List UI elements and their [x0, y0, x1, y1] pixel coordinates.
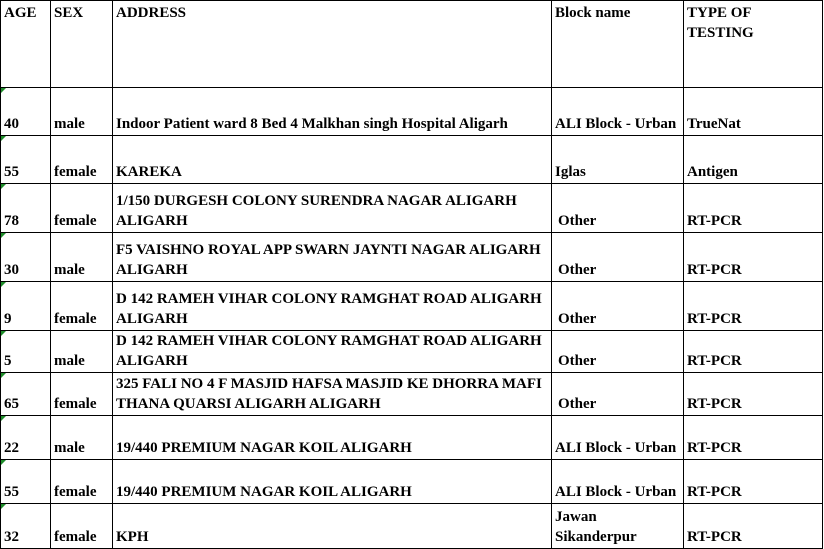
- cell-indicator-icon: [1, 88, 6, 93]
- cell-address[interactable]: 19/440 PREMIUM NAGAR KOIL ALIGARH: [113, 416, 552, 460]
- cell-sex[interactable]: female: [51, 136, 113, 184]
- cell-block[interactable]: Other: [552, 184, 684, 233]
- cell-block[interactable]: Jawan Sikanderpur: [552, 504, 684, 549]
- cell-address[interactable]: 1/150 DURGESH COLONY SURENDRA NAGAR ALIGARH ALIGARH: [113, 184, 552, 233]
- cell-address[interactable]: KPH: [113, 504, 552, 549]
- cell-address[interactable]: F5 VAISHNO ROYAL APP SWARN JAYNTI NAGAR ALIGARH ALIGARH: [113, 233, 552, 282]
- cell-age-text: 55: [4, 484, 19, 500]
- cell-sex[interactable]: female: [51, 373, 113, 416]
- cell-age[interactable]: [1, 331, 51, 373]
- cell-age-text: 40: [4, 116, 19, 132]
- cell-block[interactable]: Other: [552, 282, 684, 331]
- cell-age-text: 78: [4, 213, 19, 229]
- cell-address[interactable]: Indoor Patient ward 8 Bed 4 Malkhan singh Hospital Aligarh: [113, 88, 552, 136]
- cell-type[interactable]: RT-PCR: [684, 373, 823, 416]
- cell-type[interactable]: RT-PCR: [684, 504, 823, 549]
- cell-indicator-icon: [1, 136, 6, 141]
- table-row: [1, 416, 823, 460]
- cell-sex[interactable]: male: [51, 416, 113, 460]
- table-row: [1, 184, 823, 233]
- cell-age[interactable]: [1, 504, 51, 549]
- cell-type[interactable]: RT-PCR: [684, 331, 823, 373]
- cell-indicator-icon: [1, 233, 6, 238]
- table-row: [1, 460, 823, 504]
- header-address[interactable]: ADDRESS: [113, 1, 552, 88]
- cell-age[interactable]: [1, 233, 51, 282]
- cell-indicator-icon: [1, 504, 6, 509]
- cell-indicator-icon: [1, 416, 6, 421]
- cell-address[interactable]: 19/440 PREMIUM NAGAR KOIL ALIGARH: [113, 460, 552, 504]
- cell-type[interactable]: RT-PCR: [684, 233, 823, 282]
- cell-address[interactable]: KAREKA: [113, 136, 552, 184]
- cell-age-text: 22: [4, 440, 19, 456]
- header-block-name[interactable]: Block name: [552, 1, 684, 88]
- cell-age[interactable]: [1, 282, 51, 331]
- cell-address[interactable]: 325 FALI NO 4 F MASJID HAFSA MASJID KE DHORRA MAFI THANA QUARSI ALIGARH ALIGARH: [113, 373, 552, 416]
- cell-indicator-icon: [1, 373, 6, 378]
- header-type-of-testing[interactable]: TYPE OF TESTING: [684, 1, 823, 88]
- cell-address[interactable]: D 142 RAMEH VIHAR COLONY RAMGHAT ROAD ALIGARH ALIGARH: [113, 331, 552, 373]
- header-sex[interactable]: SEX: [51, 1, 113, 88]
- cell-age[interactable]: [1, 136, 51, 184]
- cell-indicator-icon: [1, 282, 6, 287]
- cell-block[interactable]: ALI Block - Urban: [552, 88, 684, 136]
- cell-type[interactable]: RT-PCR: [684, 184, 823, 233]
- cell-age[interactable]: [1, 184, 51, 233]
- table-row: [1, 373, 823, 416]
- cell-sex[interactable]: female: [51, 184, 113, 233]
- cell-address[interactable]: D 142 RAMEH VIHAR COLONY RAMGHAT ROAD ALIGARH ALIGARH: [113, 282, 552, 331]
- cell-sex[interactable]: male: [51, 233, 113, 282]
- cell-age[interactable]: [1, 416, 51, 460]
- cell-block[interactable]: ALI Block - Urban: [552, 416, 684, 460]
- cell-type[interactable]: RT-PCR: [684, 282, 823, 331]
- cell-type[interactable]: RT-PCR: [684, 460, 823, 504]
- cell-block[interactable]: Other: [552, 331, 684, 373]
- cell-age-text: 32: [4, 529, 19, 545]
- cell-indicator-icon: [1, 331, 6, 336]
- cell-block[interactable]: Other: [552, 373, 684, 416]
- cell-age[interactable]: [1, 88, 51, 136]
- table-row: [1, 136, 823, 184]
- table-row: [1, 233, 823, 282]
- cell-type[interactable]: RT-PCR: [684, 416, 823, 460]
- header-age[interactable]: AGE: [1, 1, 51, 88]
- cell-sex[interactable]: male: [51, 88, 113, 136]
- cell-sex[interactable]: female: [51, 282, 113, 331]
- cell-block[interactable]: Iglas: [552, 136, 684, 184]
- table-row: [1, 331, 823, 373]
- header-row: [1, 1, 823, 88]
- cell-age-text: 55: [4, 164, 19, 180]
- cell-sex[interactable]: male: [51, 331, 113, 373]
- cell-age[interactable]: [1, 460, 51, 504]
- cell-indicator-icon: [1, 460, 6, 465]
- cell-age-text: 5: [4, 353, 12, 369]
- cell-block[interactable]: Other: [552, 233, 684, 282]
- table-row: [1, 504, 823, 549]
- cell-indicator-icon: [1, 184, 6, 189]
- table-row: [1, 88, 823, 136]
- cell-type[interactable]: Antigen: [684, 136, 823, 184]
- table-row: [1, 282, 823, 331]
- cell-sex[interactable]: female: [51, 504, 113, 549]
- cell-age[interactable]: [1, 373, 51, 416]
- cell-age-text: 9: [4, 311, 12, 327]
- cell-age-text: 65: [4, 396, 19, 412]
- cell-sex[interactable]: female: [51, 460, 113, 504]
- cell-age-text: 30: [4, 262, 19, 278]
- cell-block[interactable]: ALI Block - Urban: [552, 460, 684, 504]
- cell-type[interactable]: TrueNat: [684, 88, 823, 136]
